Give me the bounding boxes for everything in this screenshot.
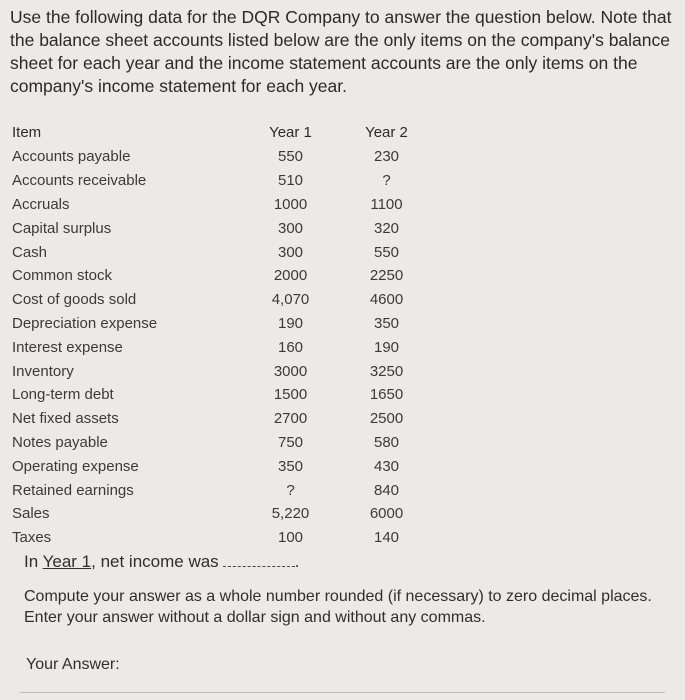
data-table xyxy=(12,119,434,550)
answer-label: Your Answer: xyxy=(26,656,120,673)
row-item: Common stock xyxy=(12,267,113,285)
question-year: Year 1 xyxy=(42,552,92,571)
row-year-1: 100 xyxy=(277,529,304,547)
row-year-1: 2700 xyxy=(273,410,308,428)
row-year-2: 550 xyxy=(373,243,400,261)
row-year-1: 160 xyxy=(277,338,304,356)
table-row xyxy=(12,454,434,478)
table-header-row xyxy=(12,119,434,145)
header-year-2: Year 2 xyxy=(365,123,408,141)
table-row xyxy=(12,193,434,217)
table-row xyxy=(12,169,434,193)
table-row xyxy=(12,312,434,336)
row-year-1: 300 xyxy=(277,243,304,261)
table-row xyxy=(12,240,434,264)
row-year-2: 320 xyxy=(373,219,400,237)
row-item: Interest expense xyxy=(12,338,123,356)
table-row xyxy=(12,145,434,169)
row-year-1: 3000 xyxy=(273,362,308,380)
row-year-2: 2500 xyxy=(369,410,404,428)
row-year-1: 190 xyxy=(277,314,304,332)
row-year-2: 1650 xyxy=(369,386,404,404)
row-year-1: 1000 xyxy=(273,195,308,213)
row-year-2: 2250 xyxy=(369,267,404,285)
row-item: Notes payable xyxy=(12,433,108,451)
table-row xyxy=(12,478,434,502)
table-row xyxy=(12,431,434,455)
row-year-2: ? xyxy=(382,172,391,190)
question-prefix: In xyxy=(24,552,43,571)
row-year-1: 300 xyxy=(277,219,304,237)
row-item: Capital surplus xyxy=(12,219,112,237)
table-row xyxy=(12,502,434,526)
table-row xyxy=(12,264,434,288)
header-year-1: Year 1 xyxy=(269,123,312,141)
table-row xyxy=(12,288,434,312)
question-end: . xyxy=(294,552,300,571)
table-row xyxy=(12,216,434,240)
row-item: Sales xyxy=(12,505,50,523)
row-item: Taxes xyxy=(12,529,52,547)
row-item: Long-term debt xyxy=(12,386,114,404)
row-item: Operating expense xyxy=(12,457,139,475)
row-year-1: 510 xyxy=(277,172,304,190)
table-row xyxy=(12,526,434,550)
row-year-2: 350 xyxy=(373,314,400,332)
row-year-1: 750 xyxy=(277,433,304,451)
row-year-2: 430 xyxy=(373,457,400,475)
answer-blank xyxy=(223,566,295,567)
row-year-1: ? xyxy=(286,481,295,499)
question-suffix: , net income was xyxy=(91,552,219,571)
row-item: Inventory xyxy=(12,362,74,380)
row-year-2: 1100 xyxy=(370,195,403,213)
row-year-1: 4,070 xyxy=(271,291,310,309)
row-year-2: 840 xyxy=(373,481,400,499)
row-year-1: 350 xyxy=(277,457,304,475)
row-item: Accruals xyxy=(12,195,70,213)
row-year-2: 140 xyxy=(373,529,400,547)
row-year-2: 3250 xyxy=(369,362,404,380)
row-item: Net fixed assets xyxy=(12,410,119,428)
row-item: Retained earnings xyxy=(12,481,134,499)
header-item: Item xyxy=(12,123,42,141)
row-item: Depreciation expense xyxy=(12,314,158,332)
row-year-2: 4600 xyxy=(369,291,404,309)
row-year-2: 6000 xyxy=(369,505,404,523)
table-row xyxy=(12,335,434,359)
row-year-1: 550 xyxy=(277,148,304,166)
row-year-1: 5,220 xyxy=(271,505,310,523)
row-item: Cash xyxy=(12,243,48,261)
row-item: Accounts payable xyxy=(12,148,131,166)
row-year-2: 190 xyxy=(373,338,400,356)
row-year-1: 2000 xyxy=(273,267,308,285)
row-item: Accounts receivable xyxy=(12,172,147,190)
intro-text: Use the following data for the DQR Company to answer the question below. Note that the balance sheet accounts listed below are the only items on the company's balance sheet for each year and the income statement accounts are the only items on the company's income statement for each year. xyxy=(10,7,672,96)
table-row xyxy=(12,383,434,407)
instruction-text: Compute your answer as a whole number rounded (if necessary) to zero decimal places. Enter your answer without a dollar sign and without any commas. xyxy=(24,588,652,626)
row-year-2: 580 xyxy=(373,433,400,451)
table-row xyxy=(12,359,434,383)
row-year-1: 1500 xyxy=(273,386,308,404)
table-row xyxy=(12,407,434,431)
question-text xyxy=(24,552,299,572)
row-year-2: 230 xyxy=(373,148,400,166)
row-item: Cost of goods sold xyxy=(12,291,137,309)
answer-input-field[interactable] xyxy=(20,692,665,693)
